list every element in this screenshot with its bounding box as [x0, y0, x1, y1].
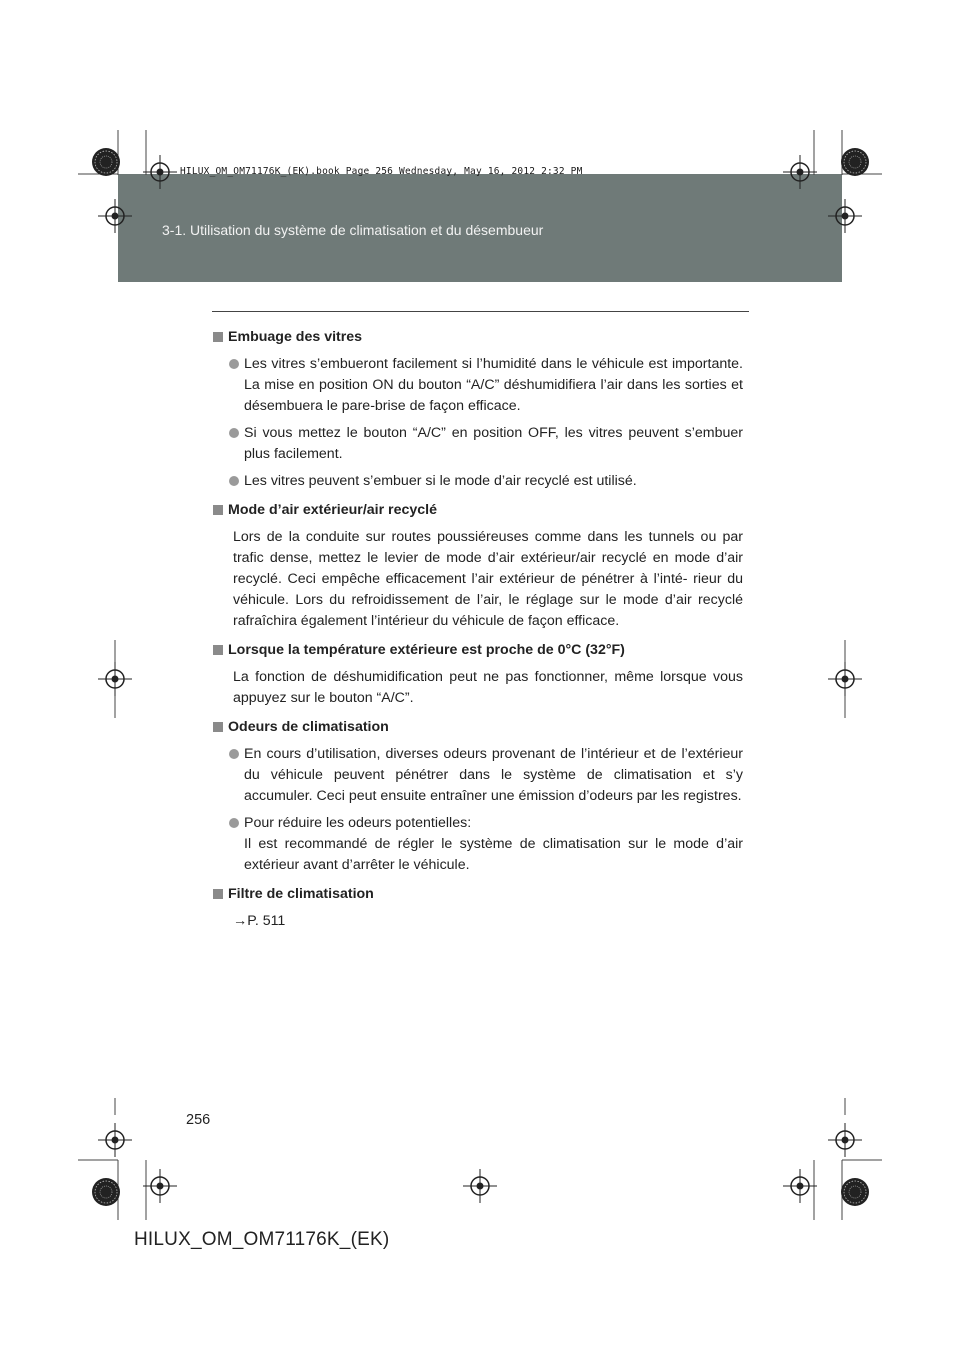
- bullet-text: Pour réduire les odeurs potentielles:: [244, 815, 472, 831]
- registration-mark-icon: [143, 1169, 177, 1203]
- color-dial-icon: [92, 1178, 120, 1206]
- registration-mark-icon: [98, 662, 132, 696]
- registration-mark-icon: [783, 155, 817, 189]
- paragraph: La fonction de déshumidification peut ne pas fonctionner, même lorsque vous appuyez sur le bouton “A/C”.: [233, 669, 743, 706]
- book-stamp: HILUX_OM_OM71176K_(EK).book Page 256 Wednesday, May 16, 2012 2:32 PM: [180, 166, 583, 177]
- registration-mark-icon: [783, 1169, 817, 1203]
- registration-mark-icon: [828, 662, 862, 696]
- registration-mark-icon: [828, 199, 862, 233]
- bullet-text: Les vitres s’embueront facilement si l’humidité dans le véhicule est importante. La mise en position ON du bouton “A/C” déshumidifiera l’air dans les sorties et désembuera le pare-brise de façon efficace.: [244, 356, 743, 414]
- bullet-text: En cours d’utilisation, diverses odeurs provenant de l’intérieur et de l’extérieur du véhicule peuvent pénétrer dans le système de climatisation et s’y accumuler. Ceci peut ensuite entraîner une émission d’odeurs par les registres.: [244, 746, 743, 804]
- section-title-filtre: Filtre de climatisation: [228, 886, 374, 902]
- registration-mark-icon: [98, 1123, 132, 1157]
- page-number: 256: [186, 1112, 211, 1128]
- color-dial-icon: [92, 148, 120, 176]
- registration-mark-icon: [98, 199, 132, 233]
- section-title: 3-1. Utilisation du système de climatisation et du désembueur: [162, 222, 544, 238]
- section-title-odeurs: Odeurs de climatisation: [228, 719, 389, 735]
- section-title-embuage: Embuage des vitres: [228, 329, 363, 345]
- document-code: HILUX_OM_OM71176K_(EK): [134, 1229, 390, 1250]
- paragraph: Lors de la conduite sur routes poussiéreuses comme dans les tunnels ou par trafic dense, mettez le levier de mode d’air extérieur/air recyclé en mode d’air recyclé. Ceci empêche efficacement l’air extérieur de pénétrer à l’inté- rieur du véhicule. Lors du refroidissement de l’air, le réglage sur le mode d’air recyclé rafraîchira également l’intérieur du véhicule de façon efficace.: [233, 529, 743, 629]
- registration-mark-icon: [463, 1169, 497, 1203]
- bullet-text: Il est recommandé de régler le système de climatisation sur le mode d’air extérieur avant d’arrêter le véhicule.: [244, 836, 743, 873]
- section-title-mode-air: Mode d’air extérieur/air recyclé: [228, 502, 437, 518]
- registration-mark-icon: [143, 155, 177, 189]
- color-dial-icon: [841, 148, 869, 176]
- color-dial-icon: [841, 1178, 869, 1206]
- bullet-text: Si vous mettez le bouton “A/C” en position OFF, les vitres peuvent s’embuer plus facilement.: [244, 425, 743, 462]
- page-reference-link[interactable]: →P. 511: [233, 913, 286, 929]
- registration-mark-icon: [828, 1123, 862, 1157]
- section-title-temperature: Lorsque la température extérieure est proche de 0°C (32°F): [228, 642, 625, 658]
- bullet-text: Les vitres peuvent s’embuer si le mode d’air recyclé est utilisé.: [244, 473, 637, 489]
